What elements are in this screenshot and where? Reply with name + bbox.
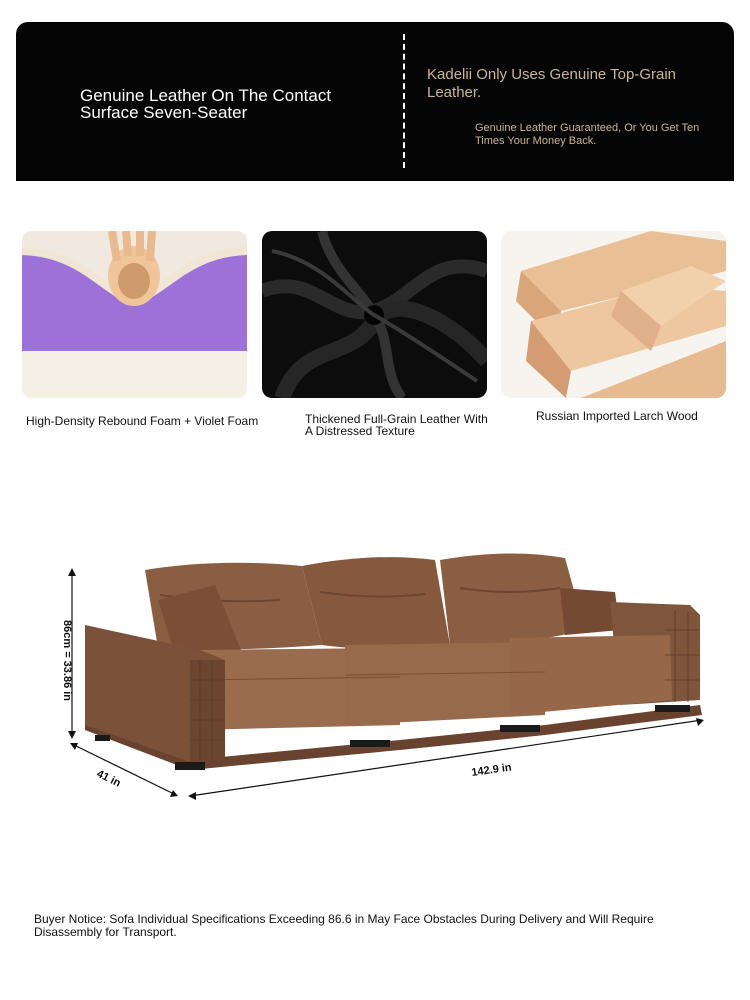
buyer-notice: Buyer Notice: Sofa Individual Specifications Exceeding 86.6 in May Face Obstacles During Delivery and Will Require Disassembly for Transport. — [34, 912, 654, 939]
promo-banner — [16, 22, 734, 181]
banner-guarantee: Genuine Leather Guaranteed, Or You Get Ten Times Your Money Back. — [475, 122, 700, 147]
leather-image — [262, 231, 487, 398]
banner-divider — [403, 34, 405, 168]
banner-title: Genuine Leather On The Contact Surface Seven-Seater — [80, 86, 332, 122]
sofa-dimension-diagram — [40, 530, 720, 820]
caption-foam: High-Density Rebound Foam + Violet Foam — [26, 414, 259, 428]
foam-image — [22, 231, 247, 398]
wood-image — [501, 231, 726, 398]
height-label: 86cm = 33.86 in — [61, 620, 73, 702]
banner-headline: Kadelii Only Uses Genuine Top-Grain Leather. — [427, 66, 677, 101]
width-label: 142.9 in — [470, 761, 513, 779]
caption-leather: Thickened Full-Grain Leather With A Distressed Texture — [305, 412, 488, 438]
back-cushion-middle — [302, 557, 450, 648]
depth-label: 41 in — [94, 767, 123, 790]
caption-wood: Russian Imported Larch Wood — [536, 409, 698, 423]
